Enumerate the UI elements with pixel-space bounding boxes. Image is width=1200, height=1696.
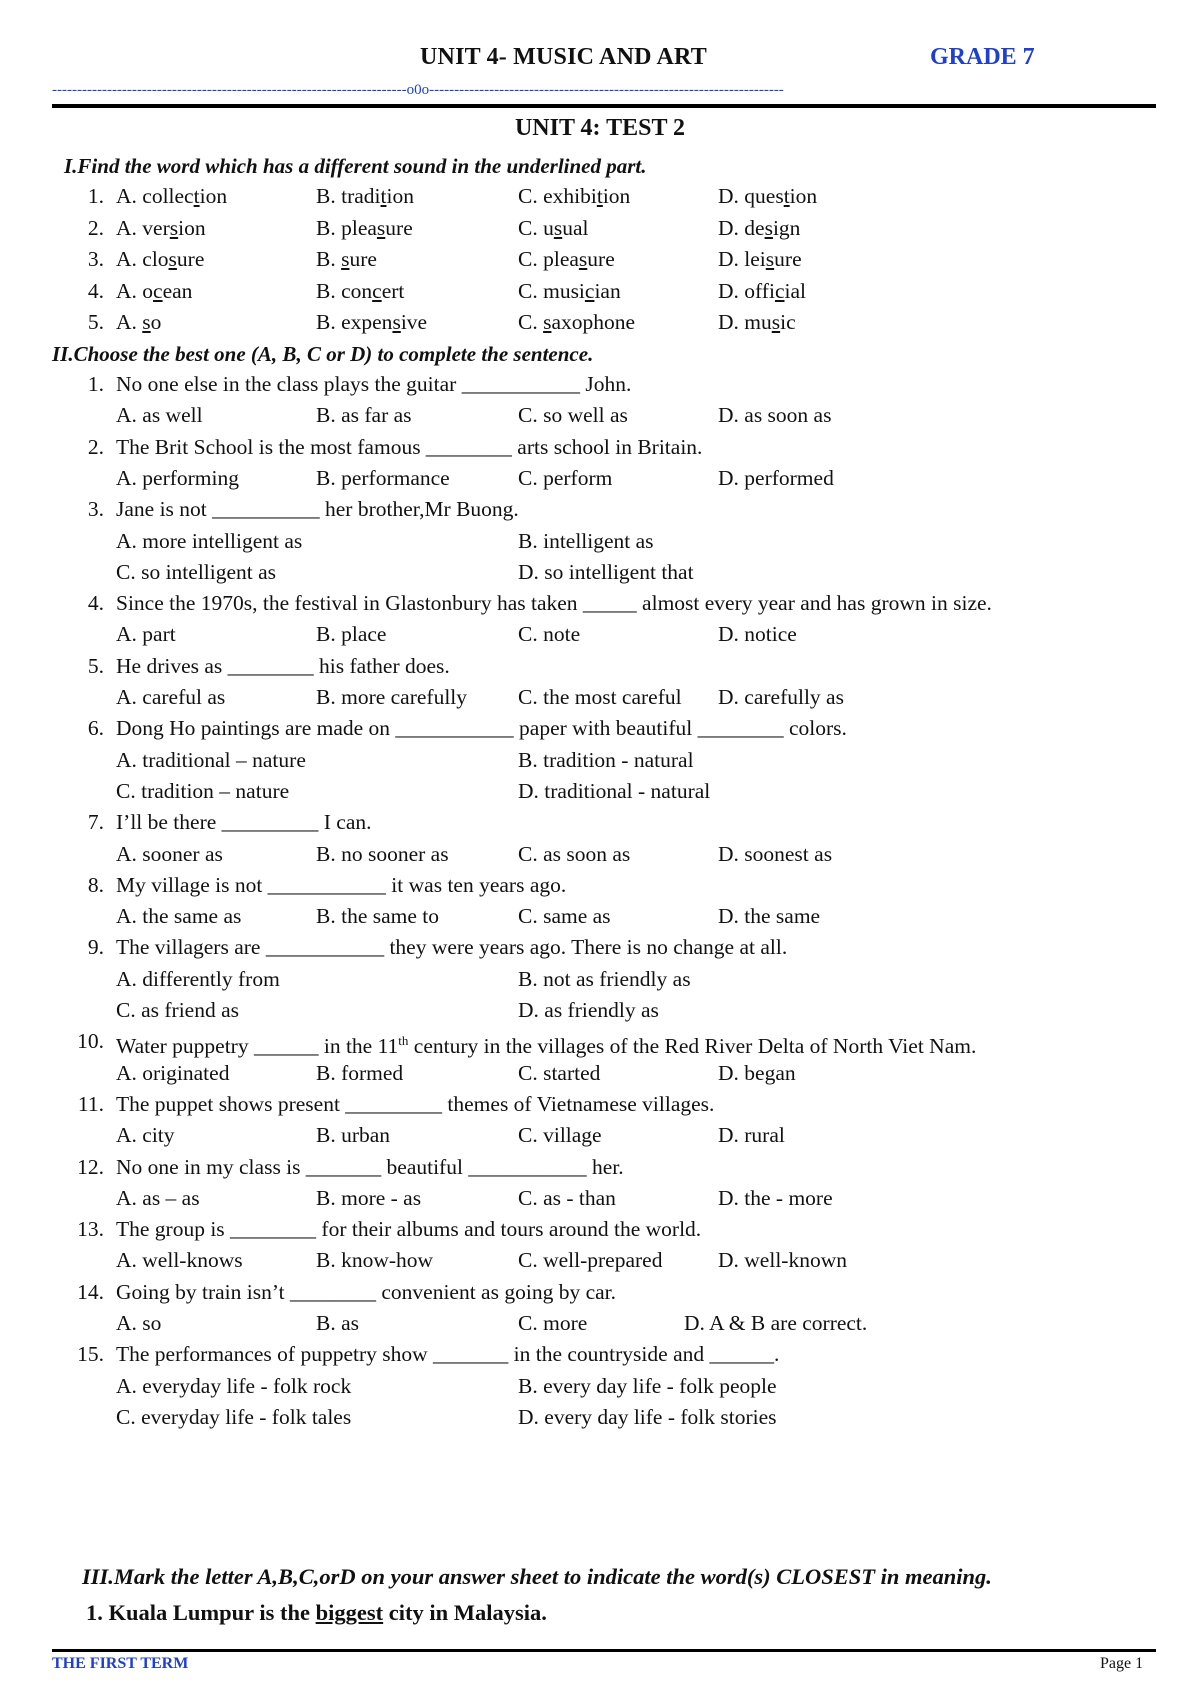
option: C. as soon as <box>518 841 631 866</box>
option: D. began <box>718 1060 796 1085</box>
underlined-letter: s <box>543 310 552 334</box>
option: D. every day life - folk stories <box>518 1404 777 1429</box>
option-text-pre: B. con <box>316 278 373 303</box>
question-text: The group is ________ for their albums and tours around the world. <box>116 1217 702 1242</box>
option <box>116 245 204 273</box>
option-text-post: ean <box>162 278 193 303</box>
option <box>316 182 414 210</box>
option <box>316 214 413 242</box>
option-text-post: ic <box>780 310 796 334</box>
option <box>518 182 630 210</box>
question-number: 3. <box>87 497 104 522</box>
question-text: Since the 1970s, the festival in Glastonbury has taken _____ almost every year and has grown in size. <box>116 591 992 616</box>
option: D. traditional - natural <box>518 778 711 803</box>
option-text-pre: B. tradi <box>316 184 381 208</box>
question-text: The performances of puppetry show _______ in the countryside and ______. <box>116 1342 780 1367</box>
question-number: 2. <box>87 215 104 240</box>
option: C. the most careful <box>518 685 682 709</box>
question-number: 5. <box>87 310 104 334</box>
option-text-pre: D. mu <box>718 310 772 334</box>
option: B. intelligent as <box>518 528 654 553</box>
option-text-pre: B. plea <box>316 215 377 240</box>
underlined-letter: s <box>169 215 179 240</box>
question-number: 7. <box>87 810 104 835</box>
question-number: 5. <box>87 653 104 678</box>
option: C. note <box>518 622 581 647</box>
option <box>518 214 589 242</box>
underlined-letter: s <box>771 310 781 334</box>
option <box>718 308 796 336</box>
option: C. more <box>518 1311 588 1335</box>
option-text-post: o <box>150 310 162 334</box>
option: D. performed <box>718 465 834 490</box>
question-text: I’ll be there _________ I can. <box>116 810 372 835</box>
option: B. more - as <box>316 1185 422 1210</box>
option: B. know-how <box>316 1248 434 1273</box>
option: C. well-prepared <box>518 1248 663 1273</box>
option-text-post: ure <box>176 247 205 271</box>
option: A. performing <box>116 465 239 490</box>
option-text-post: ign <box>772 215 801 240</box>
option: C. as friend as <box>116 998 239 1022</box>
question-text-post: century in the villages of the Red River Delta of North Viet Nam. <box>408 1034 977 1059</box>
option: B. as far as <box>316 403 412 428</box>
option: D. the - more <box>718 1185 833 1210</box>
question-number: 13. <box>77 1217 104 1242</box>
option <box>316 308 427 336</box>
option-text-pre: D. de <box>718 215 765 240</box>
option: A. well-knows <box>116 1248 243 1273</box>
underlined-letter: t <box>380 184 387 208</box>
option-text-post: ure <box>349 247 377 271</box>
option: B. more carefully <box>316 685 468 709</box>
option: A. sooner as <box>116 841 223 866</box>
page-number: Page 1 <box>1100 1655 1144 1672</box>
option-text-pre: A. ver <box>116 215 170 240</box>
option: B. as <box>316 1311 359 1335</box>
question-number: 8. <box>87 872 104 897</box>
option: C. so intelligent as <box>116 559 277 584</box>
option <box>116 214 206 242</box>
question-number: 3. <box>87 247 104 271</box>
question-number: 2. <box>87 434 104 459</box>
question-number: 12. <box>77 1154 104 1179</box>
section3-question-1 <box>86 1600 547 1626</box>
option: B. place <box>316 622 387 647</box>
option-text-pre: A. o <box>116 278 154 303</box>
question-text-pre: Water puppetry ______ in the 11 <box>116 1034 399 1059</box>
option: A. part <box>116 622 176 647</box>
underlined-letter: s <box>168 247 177 271</box>
option-text-pre: C. u <box>518 215 554 240</box>
underlined-letter: s <box>764 215 773 240</box>
unit-title: UNIT 4- MUSIC AND ART <box>420 44 707 70</box>
option: C. everyday life - folk tales <box>116 1404 352 1429</box>
option-text-pre: C. plea <box>518 247 579 271</box>
option: C. so well as <box>518 403 628 428</box>
question-text <box>116 1027 976 1060</box>
option: D. as soon as <box>718 403 832 428</box>
option: A. as well <box>116 403 203 428</box>
section1-heading: I.Find the word which has a different sound in the underlined part. <box>64 154 647 178</box>
option: A. originated <box>116 1060 230 1085</box>
option: D. notice <box>718 622 797 647</box>
option: D. well-known <box>718 1248 847 1273</box>
option <box>518 277 621 305</box>
option: D. the same <box>718 904 821 929</box>
option: A. differently from <box>116 966 280 991</box>
option-text-post: ion <box>386 184 414 208</box>
option-text-post: ual <box>562 215 589 240</box>
footer-rule <box>52 1649 1156 1652</box>
question-text: Dong Ho paintings are made on ___________ paper with beautiful ________ colors. <box>116 716 847 741</box>
question-text: No one in my class is _______ beautiful ___________ her. <box>116 1154 624 1179</box>
question-number: 15. <box>77 1342 104 1367</box>
question-text-pre: 1. Kuala Lumpur is the <box>86 1600 316 1625</box>
option-text-post: ion <box>178 215 206 240</box>
underlined-letter: s <box>553 215 563 240</box>
option-text-pre: C. exhibi <box>518 184 597 208</box>
option <box>518 245 615 273</box>
option: B. every day life - folk people <box>518 1373 777 1398</box>
question-text: My village is not ___________ it was ten years ago. <box>116 872 567 897</box>
option-text-post: ion <box>602 184 631 208</box>
section2-heading: II.Choose the best one (A, B, C or D) to complete the sentence. <box>52 342 594 366</box>
question-number: 14. <box>77 1279 104 1304</box>
underlined-letter: s <box>392 310 401 334</box>
option: B. urban <box>316 1123 391 1148</box>
option-text-pre: D. ques <box>718 184 784 208</box>
option: A. traditional – nature <box>116 747 306 772</box>
option: A. everyday life - folk rock <box>116 1373 352 1398</box>
option <box>316 245 377 273</box>
option-text-pre: D. offi <box>718 278 775 303</box>
option-text-post: ion <box>199 184 228 208</box>
option: B. not as friendly as <box>518 966 691 991</box>
option-text-post: ure <box>385 215 413 240</box>
underlined-letter: s <box>142 310 151 334</box>
option: D. carefully as <box>718 685 844 709</box>
option-text-pre: B. <box>316 247 342 271</box>
underlined-letter: t <box>596 184 603 208</box>
option <box>116 277 192 305</box>
option: B. the same to <box>316 904 440 929</box>
option: C. same as <box>518 904 611 929</box>
question-number: 4. <box>87 278 104 303</box>
option-text-pre: D. lei <box>718 247 766 271</box>
test-title: UNIT 4: TEST 2 <box>514 115 686 141</box>
question-text: Going by train isn’t ________ convenient as going by car. <box>116 1279 617 1304</box>
option: C. perform <box>518 465 613 490</box>
option <box>718 277 806 305</box>
option-text-pre: A. clo <box>116 247 169 271</box>
question-text: The puppet shows present _________ themes of Vietnamese villages. <box>116 1091 715 1116</box>
section3-heading: III.Mark the letter A,B,C,orD on your answer sheet to indicate the word(s) CLOSEST in meaning. <box>82 1564 992 1589</box>
option-text-post: axophone <box>551 310 636 334</box>
option: D. rural <box>718 1123 785 1148</box>
option: C. tradition – nature <box>116 778 290 803</box>
question-text: The villagers are ___________ they were years ago. There is no change at all. <box>116 935 788 960</box>
option-text-post: ure <box>587 247 615 271</box>
option <box>518 308 635 336</box>
option: A. more intelligent as <box>116 528 303 553</box>
option <box>116 182 227 210</box>
underlined-letter: c <box>153 278 163 303</box>
question-text-post: city in Malaysia. <box>383 1600 547 1625</box>
question-number: 1. <box>87 372 104 396</box>
option-text-pre: C. musi <box>518 278 585 303</box>
option-text-pre: A. collec <box>116 184 194 208</box>
footer-term: THE FIRST TERM <box>52 1655 189 1672</box>
option: C. started <box>518 1060 601 1085</box>
grade-label: GRADE 7 <box>930 44 1035 70</box>
option-text-post: ive <box>400 310 428 334</box>
option: A. so <box>116 1311 162 1335</box>
option <box>116 308 161 336</box>
header-rule <box>52 104 1156 108</box>
option: D. so intelligent that <box>518 559 694 584</box>
option-text-post: ial <box>784 278 806 303</box>
underlined-letter: c <box>584 278 595 303</box>
header-divider: -----------------------------------------------------------------------o0o----------------------------------------------------------------------- <box>52 82 784 98</box>
question-text: No one else in the class plays the guitar ___________ John. <box>116 372 632 396</box>
option: D. A & B are correct. <box>684 1311 868 1335</box>
underlined-letter: c <box>774 278 785 303</box>
underlined-letter: s <box>376 215 386 240</box>
question-number: 11. <box>77 1091 104 1116</box>
option: A. as – as <box>116 1185 200 1210</box>
question-number: 10. <box>77 1029 104 1054</box>
option: A. careful as <box>116 685 226 709</box>
question-number: 4. <box>87 591 104 616</box>
option: B. no sooner as <box>316 841 449 866</box>
option: B. performance <box>316 465 450 490</box>
question-text: Jane is not __________ her brother,Mr Buong. <box>116 497 519 522</box>
option: D. soonest as <box>718 841 833 866</box>
question-text: The Brit School is the most famous ________ arts school in Britain. <box>116 434 703 459</box>
option: A. city <box>116 1123 175 1148</box>
option-text-pre: C. <box>518 310 544 334</box>
underlined-letter: s <box>765 247 775 271</box>
option <box>718 182 817 210</box>
option: D. as friendly as <box>518 998 659 1022</box>
option-text-pre: A. <box>116 310 143 334</box>
option-text-pre: B. expen <box>316 310 393 334</box>
option: A. the same as <box>116 904 242 929</box>
option-text-post: ure <box>774 247 802 271</box>
superscript: th <box>398 1033 409 1049</box>
underlined-letter: s <box>578 247 588 271</box>
option-text-post: ion <box>789 184 818 208</box>
option <box>718 245 802 273</box>
option: C. as - than <box>518 1185 616 1210</box>
option: B. formed <box>316 1060 404 1085</box>
option: B. tradition - natural <box>518 747 694 772</box>
option-text-post: ian <box>594 278 621 303</box>
question-number: 9. <box>87 935 104 960</box>
question-number: 6. <box>87 716 104 741</box>
option: C. village <box>518 1123 602 1148</box>
underlined-letter: t <box>783 184 790 208</box>
question-number: 1. <box>87 184 104 208</box>
underlined-word: biggest <box>315 1600 384 1625</box>
underlined-letter: s <box>341 247 350 271</box>
option <box>718 214 800 242</box>
option-text-post: ert <box>381 278 405 303</box>
option <box>316 277 404 305</box>
underlined-letter: c <box>372 278 382 303</box>
underlined-letter: t <box>193 184 200 208</box>
question-text: He drives as ________ his father does. <box>116 653 450 678</box>
